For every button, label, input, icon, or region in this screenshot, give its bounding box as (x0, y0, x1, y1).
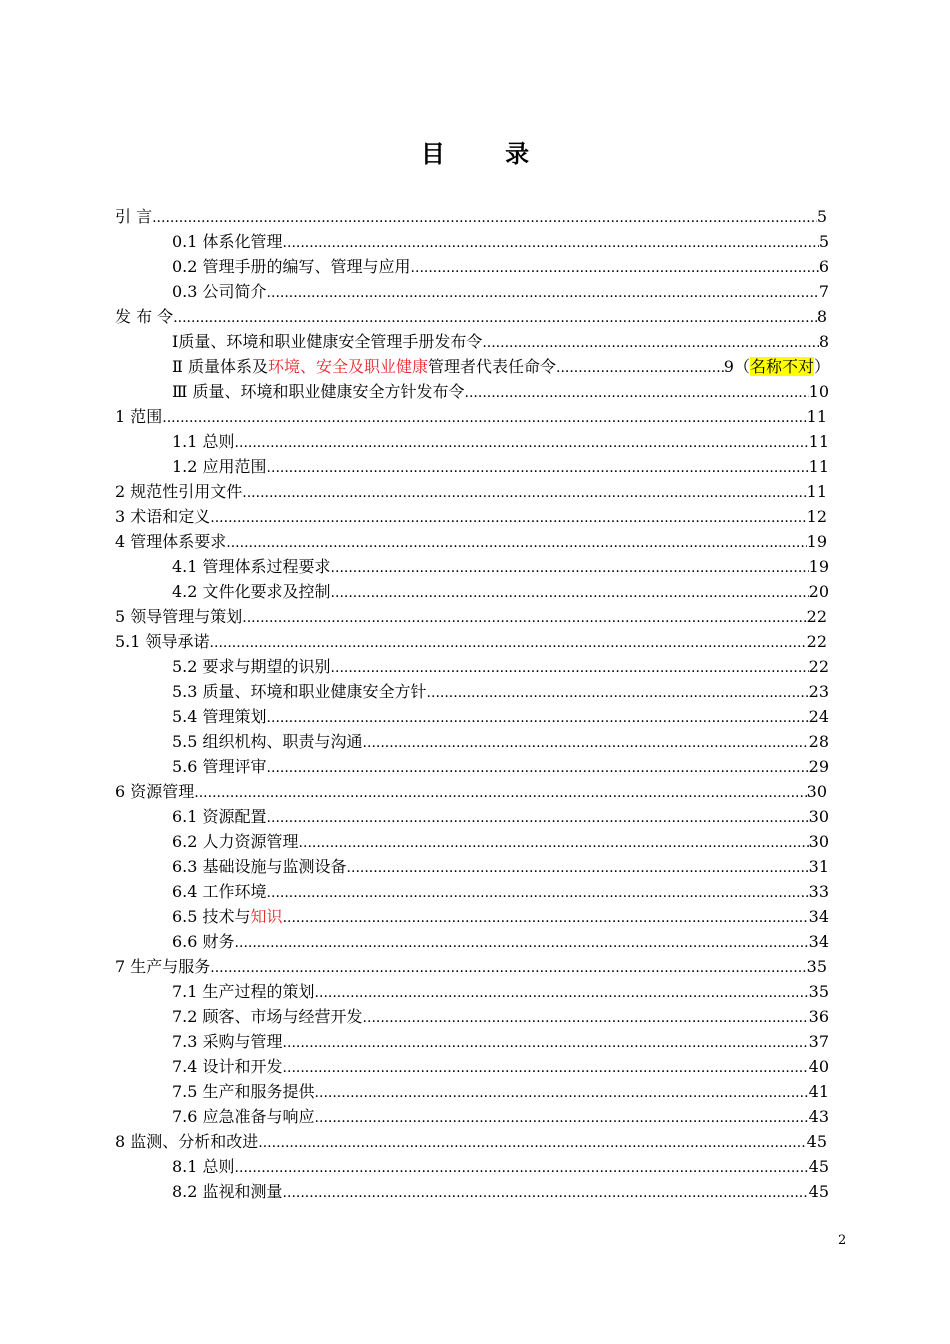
toc-entry-label: 7.5 生产和服务提供 (172, 1082, 315, 1101)
toc-entry[interactable] (172, 555, 829, 579)
toc-entry-page: 34 (808, 907, 829, 926)
toc-entry-page: 33 (808, 882, 829, 901)
toc-entry-label: Ⅲ 质量、环境和职业健康安全方针发布令 (172, 382, 465, 401)
toc-entry-page: 24 (808, 707, 829, 726)
toc-entry-label-highlight: 环境、安全及职业健康 (267, 357, 428, 376)
toc-leader-dots (235, 931, 809, 955)
toc-entry-label: 引 言 (115, 207, 153, 226)
toc-entry-label: 5.3 质量、环境和职业健康安全方针 (172, 682, 427, 701)
toc-entry-label: 4.2 文件化要求及控制 (172, 582, 331, 601)
toc-entry-label: 7.1 生产过程的策划 (172, 982, 315, 1001)
toc-leader-dots (267, 756, 809, 780)
toc-leader-dots (210, 956, 806, 980)
review-note-text: 名称不对 (749, 357, 814, 376)
toc-entry-label: 7 生产与服务 (115, 957, 211, 976)
toc-entry-label: 6.1 资源配置 (172, 807, 267, 826)
toc-entry-page: 12 (806, 507, 827, 526)
page-number: 2 (838, 1233, 847, 1248)
toc-entry-label: 7.2 顾客、市场与经营开发 (172, 1007, 363, 1026)
toc-entry[interactable] (172, 680, 829, 704)
toc-entry-label: 6 资源管理 (115, 782, 195, 801)
toc-entry[interactable] (172, 1180, 829, 1204)
toc-entry[interactable] (172, 980, 829, 1004)
toc-entry-label: 发 布 令 (115, 307, 174, 326)
toc-entry[interactable] (172, 655, 829, 679)
toc-leader-dots (152, 206, 817, 230)
toc-entry-page: 11 (806, 407, 827, 426)
toc-leader-dots (210, 506, 806, 530)
toc-entry-page: 30 (808, 832, 829, 851)
toc-entry[interactable] (172, 1030, 829, 1054)
toc-entry[interactable] (172, 255, 829, 279)
toc-leader-dots (235, 431, 809, 455)
toc-entry-page: 35 (808, 982, 829, 1001)
toc-entry[interactable] (115, 780, 827, 804)
toc-entry-label: 5.6 管理评审 (172, 757, 267, 776)
toc-leader-dots (242, 606, 806, 630)
toc-leader-dots (465, 381, 809, 405)
toc-entry-page: 31 (808, 857, 829, 876)
toc-entry-label: 8.2 监视和测量 (172, 1182, 283, 1201)
toc-entry-page: 22 (806, 632, 827, 651)
toc-leader-dots (267, 281, 819, 305)
toc-entry[interactable] (172, 705, 829, 729)
toc-leader-dots (173, 306, 817, 330)
toc-leader-dots (427, 681, 809, 705)
toc-entry[interactable] (115, 480, 827, 504)
toc-leader-dots (283, 1031, 809, 1055)
toc-entry-page: 36 (808, 1007, 829, 1026)
toc-leader-dots (267, 881, 809, 905)
toc-leader-dots (331, 656, 809, 680)
toc-leader-dots (482, 331, 818, 355)
toc-entry-label: 7.6 应急准备与响应 (172, 1107, 315, 1126)
toc-entry-label: 8 监测、分析和改进 (115, 1132, 259, 1151)
toc-entry-label: 3 术语和定义 (115, 507, 211, 526)
toc-entry-page: 37 (808, 1032, 829, 1051)
toc-entry[interactable] (115, 205, 827, 229)
toc-entry-label: Ⅰ质量、环境和职业健康安全管理手册发布令 (172, 332, 483, 351)
toc-entry-label: 2 规范性引用文件 (115, 482, 243, 501)
toc-entry[interactable] (172, 230, 829, 254)
toc-leader-dots (267, 706, 809, 730)
toc-leader-dots (235, 1156, 809, 1180)
toc-leader-dots (331, 556, 809, 580)
toc-entry-page: 8 (818, 332, 829, 351)
toc-entry-page: 35 (806, 957, 827, 976)
toc-entry-page: 30 (806, 782, 827, 801)
toc-entry-page: 11 (808, 432, 829, 451)
toc-entry[interactable] (172, 830, 829, 854)
toc-entry-page: 30 (808, 807, 829, 826)
toc-entry[interactable] (172, 805, 829, 829)
toc-entry[interactable] (115, 405, 827, 429)
toc-leader-dots (556, 356, 724, 380)
toc-leader-dots (267, 806, 809, 830)
toc-title: 目 录 (420, 139, 556, 168)
toc-leader-dots (242, 481, 806, 505)
toc-entry-page: 43 (808, 1107, 829, 1126)
toc-entry[interactable] (172, 930, 829, 954)
toc-entry[interactable] (172, 755, 829, 779)
toc-entry-label-part: Ⅱ 质量体系及 (172, 357, 268, 376)
toc-entry-page: 7 (818, 282, 829, 301)
toc-leader-dots (315, 981, 809, 1005)
toc-entry[interactable] (115, 530, 827, 554)
toc-entry[interactable] (172, 1105, 829, 1129)
toc-entry-page: 5 (816, 207, 827, 226)
toc-entry-page: 19 (808, 557, 829, 576)
toc-entry-label-highlight: 知识 (250, 907, 283, 926)
toc-entry-page: 29 (808, 757, 829, 776)
toc-entry[interactable] (172, 430, 829, 454)
toc-entry-label: 6.3 基础设施与监测设备 (172, 857, 347, 876)
toc-entry[interactable] (172, 330, 829, 354)
toc-leader-dots (226, 531, 806, 555)
toc-entry-label: 6.2 人力资源管理 (172, 832, 299, 851)
toc-entry-label: 0.1 体系化管理 (172, 232, 283, 251)
toc-entry-page: 40 (808, 1057, 829, 1076)
toc-entry-page: 22 (808, 657, 829, 676)
toc-entry[interactable] (115, 505, 827, 529)
toc-entry[interactable] (172, 880, 829, 904)
toc-entry-page: 45 (806, 1132, 827, 1151)
toc-entry-label: 6.6 财务 (172, 932, 235, 951)
toc-entry-label: 5 领导管理与策划 (115, 607, 243, 626)
toc-leader-dots (194, 781, 806, 805)
toc-entry[interactable] (172, 1005, 829, 1029)
toc-entry-page: 22 (806, 607, 827, 626)
toc-entry-label: 1.2 应用范围 (172, 457, 267, 476)
toc-entry-label: 8.1 总则 (172, 1157, 235, 1176)
toc-entry-page: 5 (818, 232, 829, 251)
toc-entry[interactable] (172, 1055, 829, 1079)
toc-leader-dots (299, 831, 809, 855)
toc-entry-label: 4.1 管理体系过程要求 (172, 557, 331, 576)
review-note-open: （ (733, 357, 750, 376)
toc-entry[interactable] (115, 955, 827, 979)
toc-entry-label: 0.2 管理手册的编写、管理与应用 (172, 257, 411, 276)
toc-entry-label: 1 范围 (115, 407, 163, 426)
toc-leader-dots (283, 1056, 809, 1080)
toc-entry-page: 11 (808, 457, 829, 476)
toc-entry[interactable] (172, 1080, 829, 1104)
toc-entry-label-part: 6.5 技术与 (172, 907, 251, 926)
toc-entry-page: 11 (806, 482, 827, 501)
toc-entry[interactable] (172, 905, 829, 929)
toc-entry-page: 45 (808, 1157, 829, 1176)
toc-entry-label: 7.4 设计和开发 (172, 1057, 283, 1076)
toc-entry-page: 41 (808, 1082, 829, 1101)
toc-entry-label: 0.3 公司简介 (172, 282, 267, 301)
toc-entry[interactable] (172, 280, 829, 304)
toc-entry[interactable] (115, 605, 827, 629)
toc-entry[interactable] (172, 1155, 829, 1179)
toc-entry-page: 23 (808, 682, 829, 701)
toc-entry-label: 5.2 要求与期望的识别 (172, 657, 331, 676)
toc-leader-dots (347, 856, 809, 880)
toc-entry-label (172, 905, 283, 929)
toc-leader-dots (363, 731, 809, 755)
toc-entry[interactable] (115, 305, 827, 329)
toc-entry-page: 19 (806, 532, 827, 551)
toc-entry[interactable] (172, 730, 829, 754)
toc-entry-label: 7.3 采购与管理 (172, 1032, 283, 1051)
toc-entry-label: 5.5 组织机构、职责与沟通 (172, 732, 363, 751)
toc-entry-page: 10 (808, 382, 829, 401)
toc-entry[interactable] (172, 455, 829, 479)
toc-leader-dots (162, 406, 806, 430)
toc-entry-page: 28 (808, 732, 829, 751)
review-note (734, 355, 830, 379)
toc-leader-dots (411, 256, 819, 280)
toc-entry-page: 6 (818, 257, 829, 276)
review-note-close: ） (813, 357, 830, 376)
toc-leader-dots (210, 631, 807, 655)
toc-leader-dots (363, 1006, 809, 1030)
toc-leader-dots (315, 1081, 809, 1105)
toc-entry-label: 1.1 总则 (172, 432, 235, 451)
toc-entry-page: 9 (723, 357, 734, 376)
toc-entry-page: 20 (808, 582, 829, 601)
toc-leader-dots (258, 1131, 806, 1155)
toc-entry[interactable] (172, 380, 829, 404)
toc-entry[interactable] (115, 630, 827, 654)
toc-entry-label (172, 355, 556, 379)
toc-entry[interactable] (172, 580, 829, 604)
toc-leader-dots (331, 581, 809, 605)
toc-leader-dots (283, 231, 819, 255)
toc-leader-dots (267, 456, 809, 480)
toc-entry-label-part: 管理者代表任命令 (427, 357, 556, 376)
toc-leader-dots (283, 1181, 809, 1205)
toc-entry-label: 6.4 工作环境 (172, 882, 267, 901)
toc-entry-label: 5.4 管理策划 (172, 707, 267, 726)
toc-leader-dots (315, 1106, 809, 1130)
toc-entry[interactable] (115, 1130, 827, 1154)
toc-entry-page: 34 (808, 932, 829, 951)
toc-entry-label: 5.1 领导承诺 (115, 632, 210, 651)
toc-leader-dots (283, 906, 809, 930)
toc-entry[interactable] (172, 355, 830, 379)
toc-entry-page: 8 (816, 307, 827, 326)
toc-entry[interactable] (172, 855, 829, 879)
toc-entry-page: 45 (808, 1182, 829, 1201)
toc-entry-label: 4 管理体系要求 (115, 532, 227, 551)
